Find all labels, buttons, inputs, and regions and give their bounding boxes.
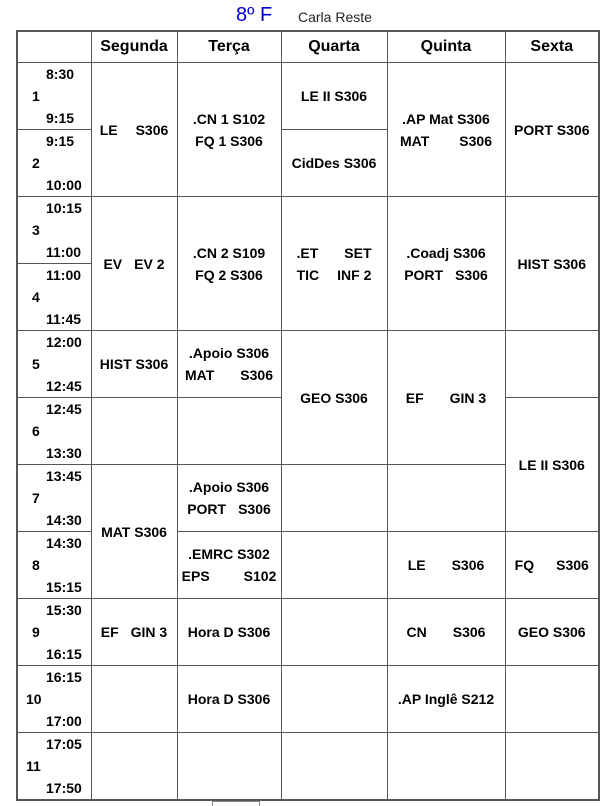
period-end: 16:15 — [46, 646, 82, 662]
lesson-sex-geo: GEO S306 — [505, 599, 599, 666]
time-cell-8 — [17, 532, 91, 599]
period-number: 5 — [32, 356, 40, 372]
period-number: 8 — [32, 557, 40, 573]
lesson-ter-empty-6 — [177, 398, 281, 465]
lesson-qua-empty-7 — [281, 465, 387, 532]
period-end: 11:45 — [46, 311, 82, 327]
time-cell-10 — [17, 666, 91, 733]
period-end: 13:30 — [46, 445, 82, 461]
period-row-11 — [17, 733, 599, 800]
period-end: 9:15 — [46, 110, 75, 126]
period-start: 13:45 — [46, 468, 82, 484]
period-start: 10:15 — [46, 200, 82, 216]
timetable — [16, 30, 600, 801]
period-start: 15:30 — [46, 602, 82, 618]
lesson-qua-ciddes: CidDes S306 — [281, 130, 387, 197]
period-end: 17:00 — [46, 713, 82, 729]
lesson-seg-le: LE S306 — [91, 63, 177, 197]
period-number: 11 — [26, 758, 41, 774]
lesson-ter-emrc-eps: .EMRC S302 EPS S102 — [177, 532, 281, 599]
period-row-1 — [17, 63, 599, 130]
page-tab[interactable] — [212, 801, 260, 806]
lesson-ter-cn1: .CN 1 S102 FQ 1 S306 — [177, 63, 281, 197]
lesson-seg-ef: EF GIN 3 — [91, 599, 177, 666]
lesson-sex-le2: LE II S306 — [505, 398, 599, 532]
lesson-ter-horad-9: Hora D S306 — [177, 599, 281, 666]
period-number: 4 — [32, 289, 40, 305]
lesson-qui-empty-7 — [387, 465, 505, 532]
period-number: 3 — [32, 222, 40, 238]
lesson-seg-ev: EV EV 2 — [91, 197, 177, 331]
lesson-qua-empty-10 — [281, 666, 387, 733]
period-end: 17:50 — [46, 780, 82, 796]
lesson-seg-empty-6 — [91, 398, 177, 465]
period-number: 1 — [32, 88, 40, 104]
period-start: 9:15 — [46, 133, 75, 149]
lesson-qui-ef: EF GIN 3 — [387, 331, 505, 465]
day-header-quarta: Quarta — [281, 31, 387, 63]
lesson-seg-empty-10 — [91, 666, 177, 733]
lesson-seg-mat: MAT S306 — [91, 465, 177, 599]
lesson-ter-horad-10: Hora D S306 — [177, 666, 281, 733]
lesson-sex-empty-11 — [505, 733, 599, 800]
day-header-row — [17, 31, 599, 63]
day-header-segunda: Segunda — [91, 31, 177, 63]
period-start: 14:30 — [46, 535, 82, 551]
period-row-9 — [17, 599, 599, 666]
lesson-qui-ap-ingles: .AP Inglê S212 — [387, 666, 505, 733]
time-cell-3 — [17, 197, 91, 264]
time-cell-6 — [17, 398, 91, 465]
lesson-qua-empty-8 — [281, 532, 387, 599]
lesson-ter-cn2: .CN 2 S109 FQ 2 S306 — [177, 197, 281, 331]
lesson-ter-apoio-port: .Apoio S306 PORT S306 — [177, 465, 281, 532]
lesson-qua-empty-11 — [281, 733, 387, 800]
time-cell-5 — [17, 331, 91, 398]
period-number: 6 — [32, 423, 40, 439]
lesson-ter-empty-11 — [177, 733, 281, 800]
day-header-sexta: Sexta — [505, 31, 599, 63]
period-start: 17:05 — [46, 736, 82, 752]
period-end: 14:30 — [46, 512, 82, 528]
period-start: 8:30 — [46, 66, 75, 82]
lesson-ter-apoio-mat: .Apoio S306 MAT S306 — [177, 331, 281, 398]
class-name: 8º F — [236, 4, 273, 26]
time-cell-11 — [17, 733, 91, 800]
time-cell-2 — [17, 130, 91, 197]
period-row-10 — [17, 666, 599, 733]
period-start: 12:45 — [46, 401, 82, 417]
timetable-header — [0, 4, 610, 28]
period-number: 10 — [26, 691, 42, 707]
period-start: 11:00 — [46, 267, 82, 283]
time-cell-7 — [17, 465, 91, 532]
period-start: 16:15 — [46, 669, 82, 685]
period-end: 11:00 — [46, 244, 82, 260]
corner-cell — [17, 31, 91, 63]
lesson-qua-geo: GEO S306 — [281, 331, 387, 465]
lesson-sex-hist: HIST S306 — [505, 197, 599, 331]
time-cell-4 — [17, 264, 91, 331]
period-number: 9 — [32, 624, 40, 640]
lesson-qui-empty-11 — [387, 733, 505, 800]
lesson-qui-apmat: .AP Mat S306 MAT S306 — [387, 63, 505, 197]
lesson-sex-empty-10 — [505, 666, 599, 733]
period-end: 10:00 — [46, 177, 82, 193]
time-cell-1 — [17, 63, 91, 130]
period-start: 12:00 — [46, 334, 82, 350]
lesson-sex-empty-5 — [505, 331, 599, 398]
day-header-terca: Terça — [177, 31, 281, 63]
day-header-quinta: Quinta — [387, 31, 505, 63]
lesson-qua-le2: LE II S306 — [281, 63, 387, 130]
time-cell-9 — [17, 599, 91, 666]
lesson-sex-port: PORT S306 — [505, 63, 599, 197]
lesson-sex-fq: FQ S306 — [505, 532, 599, 599]
period-row-3 — [17, 197, 599, 264]
period-end: 15:15 — [46, 579, 82, 595]
lesson-qui-cn: CN S306 — [387, 599, 505, 666]
period-number: 7 — [32, 490, 40, 506]
period-end: 12:45 — [46, 378, 82, 394]
lesson-qui-le: LE S306 — [387, 532, 505, 599]
lesson-qui-coadj: .Coadj S306 PORT S306 — [387, 197, 505, 331]
teacher-name: Carla Reste — [298, 9, 372, 25]
period-row-5 — [17, 331, 599, 398]
lesson-seg-empty-11 — [91, 733, 177, 800]
lesson-qua-et-tic: .ET SET TIC INF 2 — [281, 197, 387, 331]
lesson-qua-empty-9 — [281, 599, 387, 666]
period-number: 2 — [32, 155, 40, 171]
lesson-seg-hist: HIST S306 — [91, 331, 177, 398]
